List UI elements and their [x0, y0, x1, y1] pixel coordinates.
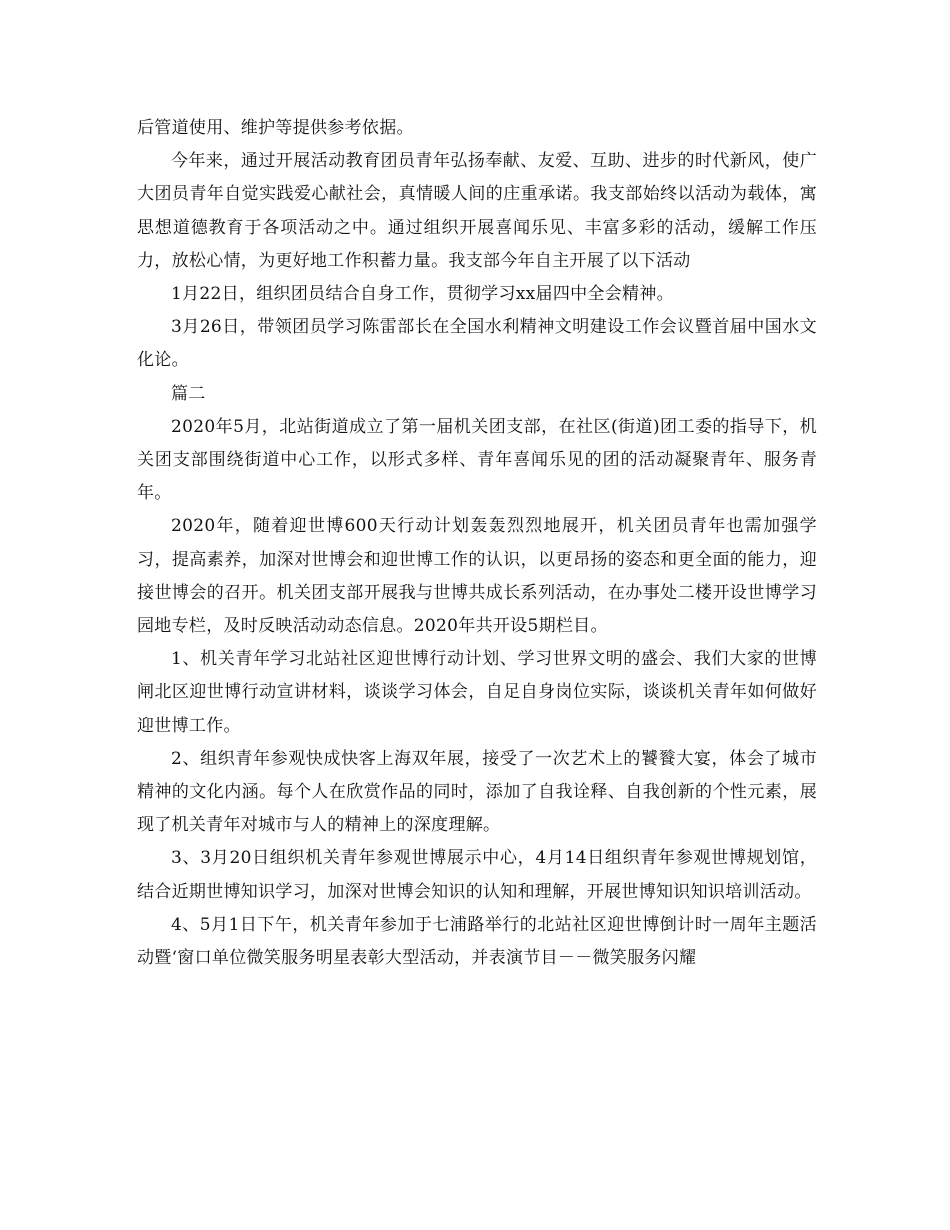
paragraph-jan-22: 1月22日，组织团员结合自身工作，贯彻学习xx届四中全会精神。: [171, 284, 674, 305]
section-heading-part-two: 篇二: [171, 383, 206, 404]
paragraph-branch-founding: 2020年5月，北站街道成立了第一届机关团支部，在社区(街道)团工委的指导下，机关团支部围绕街道中心工作，以形式多样、青年喜闻乐见的团的活动凝聚青年、服务青年。: [137, 416, 817, 504]
paragraph-continuation: 后管道使用、维护等提供参考依据。: [137, 118, 414, 138]
list-item-2: 2、组织青年参观快成快客上海双年展，接受了一次艺术上的饕餮大宴，体会了城市精神的文化内涵。每个人在欣赏作品的同时，添加了自我诠释、自我创新的个性元素，展现了机关青年对城市与人的精神上的深度理解。: [137, 748, 817, 836]
paragraph-mar-26: 3月26日，带领团员学习陈雷部长在全国水利精神文明建设工作会议暨首届中国水文化论。: [137, 317, 817, 371]
document-body: [137, 112, 817, 975]
list-item-3: 3、3月20日组织机关青年参观世博展示中心，4月14日组织青年参观世博规划馆，结合近期世博知识学习，加深对世博会知识的认知和理解，开展世博知识知识培训活动。: [137, 848, 817, 902]
paragraph-activities-intro: 今年来，通过开展活动教育团员青年弘扬奉献、友爱、互助、进步的时代新风，使广大团员青年自觉实践爱心献社会，真情暖人间的庄重承诺。我支部始终以活动为载体，寓思想道德教育于各项活动之中。通过组织开展喜闻乐见、丰富多彩的活动，缓解工作压力，放松心情，为更好地工作积蓄力量。我支部今年自主开展了以下活动: [137, 151, 817, 271]
list-item-4: 4、5月1日下午，机关青年参加于七浦路举行的北站社区迎世博倒计时一周年主题活动暨‘窗口单位微笑服务明星表彰大型活动，并表演节目－－微笑服务闪耀: [137, 914, 817, 969]
paragraph-expo-action-plan: 2020年，随着迎世博600天行动计划轰轰烈烈地展开，机关团员青年也需加强学习，提高素养，加深对世博会和迎世博工作的认识，以更昂扬的姿态和更全面的能力，迎接世博会的召开。机关团支部开展我与世博共成长系列活动，在办事处二楼开设世博学习园地专栏，及时反映活动动态信息。2020年共开设5期栏目。: [137, 516, 817, 637]
list-item-1: 1、机关青年学习北站社区迎世博行动计划、学习世界文明的盛会、我们大家的世博闸北区迎世博行动宣讲材料，谈谈学习体会，自足自身岗位实际，谈谈机关青年如何做好迎世博工作。: [137, 649, 817, 736]
